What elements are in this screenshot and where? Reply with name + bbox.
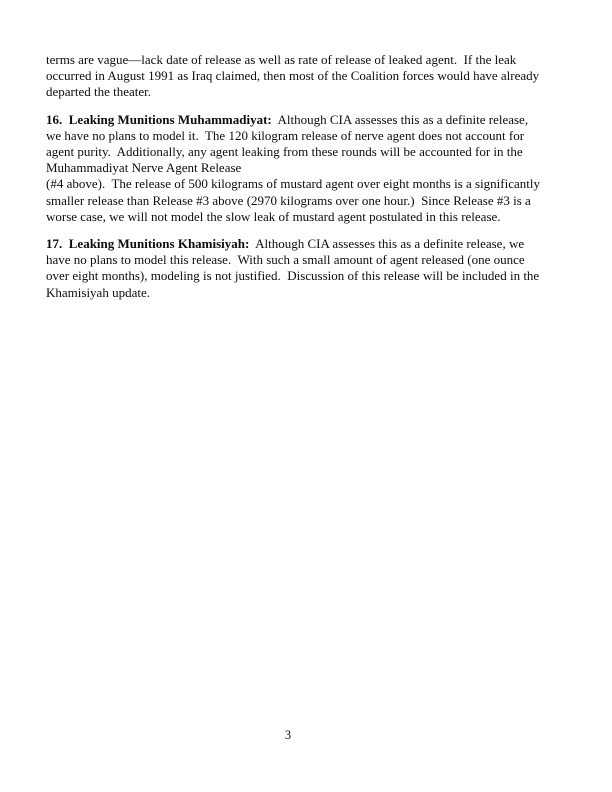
paragraph-continuation: [46, 52, 543, 101]
paragraph-16-text-continued: (#4 above). The release of 500 kilograms of mustard agent over eight months is a significantly smaller release than Release #3 above (2970 kilograms over one hour.) Since Release #3 is a worse case, we will not model the slow leak of mustard agent postulated in this release.: [46, 176, 544, 224]
paragraph-16-text: Although CIA assesses this as a definite release, we have no plans to model it. The 120 kilogram release of nerve agent does not account for agent purity. Additionally, any agent leaking from these rounds will be accounted for in the Muhammadiyat Nerve Agent Release: [46, 111, 532, 176]
document-body: [46, 52, 544, 312]
paragraph-16-heading: 16. Leaking Munitions Muhammadiyat:: [46, 111, 272, 127]
paragraph-17: [46, 236, 543, 301]
paragraph-16: [46, 111, 544, 225]
page-number: 3: [284, 728, 292, 742]
paragraph-17-text: Although CIA assesses this as a definite release, we have no plans to model this release. With such a small amount of agent released (one ounce over eight months), modeling is not justified. Discussion of this release will be included in the Khamisiyah update.: [46, 236, 543, 300]
paragraph-17-heading: 17. Leaking Munitions Khamisiyah:: [46, 236, 250, 252]
paragraph-text: terms are vague—lack date of release as well as rate of release of leaked agent. If the leak occurred in August 1991 as Iraq claimed, then most of the Coalition forces would have already departed the theater.: [46, 52, 543, 100]
